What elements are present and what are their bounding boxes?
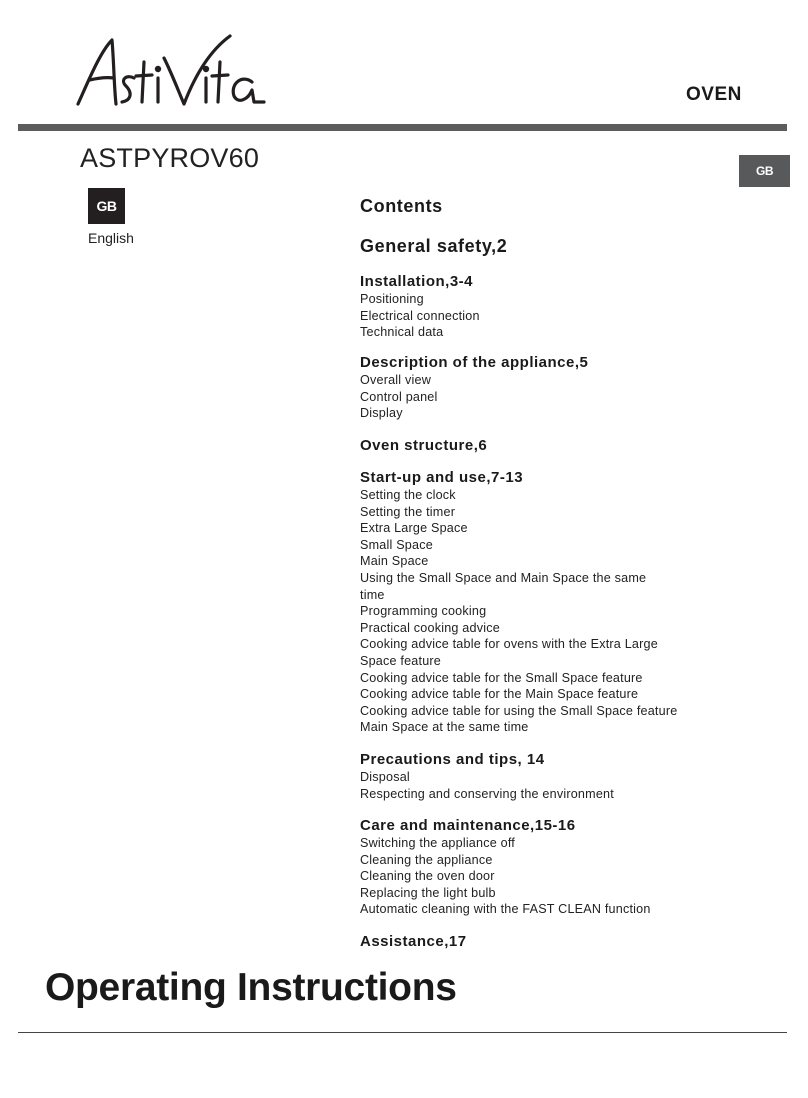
toc-item: Setting the timer	[360, 504, 456, 519]
toc-item: Automatic cleaning with the FAST CLEAN function	[360, 902, 651, 917]
toc-item: Space feature	[360, 653, 442, 668]
toc-item: Display	[360, 406, 403, 421]
toc-item: Cleaning the appliance	[360, 852, 493, 867]
toc-item: Practical cooking advice	[360, 620, 500, 635]
toc-item: Cooking advice table for ovens with the Extra Large	[360, 637, 658, 652]
toc-item: Main Space at the same time	[360, 720, 529, 735]
toc-item: Cooking advice table for the Small Space feature	[360, 670, 643, 685]
toc-item: Electrical connection	[360, 308, 480, 323]
toc-section-heading: Installation,3-4	[360, 273, 474, 290]
toc-item: Extra Large Space	[360, 521, 468, 536]
toc-item: Cooking advice table for the Main Space feature	[360, 687, 639, 702]
header-divider	[18, 124, 787, 131]
toc-section-heading: Care and maintenance,15-16	[360, 817, 576, 834]
toc-item: Using the Small Space and Main Space the same	[360, 570, 647, 585]
astivita-logo	[74, 34, 270, 114]
toc-general-safety: General safety,2	[360, 236, 508, 256]
toc-item: Cooking advice table for using the Small Space feature	[360, 703, 678, 718]
toc-item: Respecting and conserving the environment	[360, 786, 614, 801]
toc-section	[360, 354, 760, 422]
toc-item: Replacing the light bulb	[360, 885, 496, 900]
toc-item: Programming cooking	[360, 604, 487, 619]
toc-item: Disposal	[360, 770, 410, 784]
toc-section-heading: Start-up and use,7-13	[360, 469, 524, 486]
toc-item: Small Space	[360, 537, 433, 552]
toc-section-heading: Precautions and tips, 14	[360, 751, 545, 768]
footer-divider	[18, 1032, 787, 1033]
language-label: English	[88, 230, 134, 246]
toc-section	[360, 273, 760, 341]
toc-item: Setting the clock	[360, 488, 456, 502]
contents-title: Contents	[360, 196, 443, 216]
toc-section-heading: Oven structure,6	[360, 437, 488, 454]
toc-section-heading: Description of the appliance,5	[360, 354, 589, 371]
document-title: Operating Instructions	[45, 966, 457, 1009]
language-side-tab: GB	[739, 155, 790, 187]
toc-item: Overall view	[360, 373, 431, 387]
toc-item: time	[360, 587, 385, 602]
toc-section-heading: Assistance,17	[360, 933, 467, 950]
toc-item: Cleaning the oven door	[360, 869, 495, 884]
toc-section	[360, 751, 760, 802]
toc-section	[360, 437, 760, 455]
toc-item: Technical data	[360, 325, 444, 340]
toc-item: Main Space	[360, 554, 429, 569]
toc-section	[360, 933, 760, 951]
product-type-label: OVEN	[686, 84, 742, 105]
language-badge: GB	[88, 188, 125, 224]
toc-section	[360, 469, 760, 736]
toc-item: Positioning	[360, 292, 424, 306]
toc-item: Switching the appliance off	[360, 836, 515, 850]
toc-section	[360, 817, 760, 918]
toc-item: Control panel	[360, 389, 438, 404]
model-number: ASTPYROV60	[80, 143, 260, 173]
